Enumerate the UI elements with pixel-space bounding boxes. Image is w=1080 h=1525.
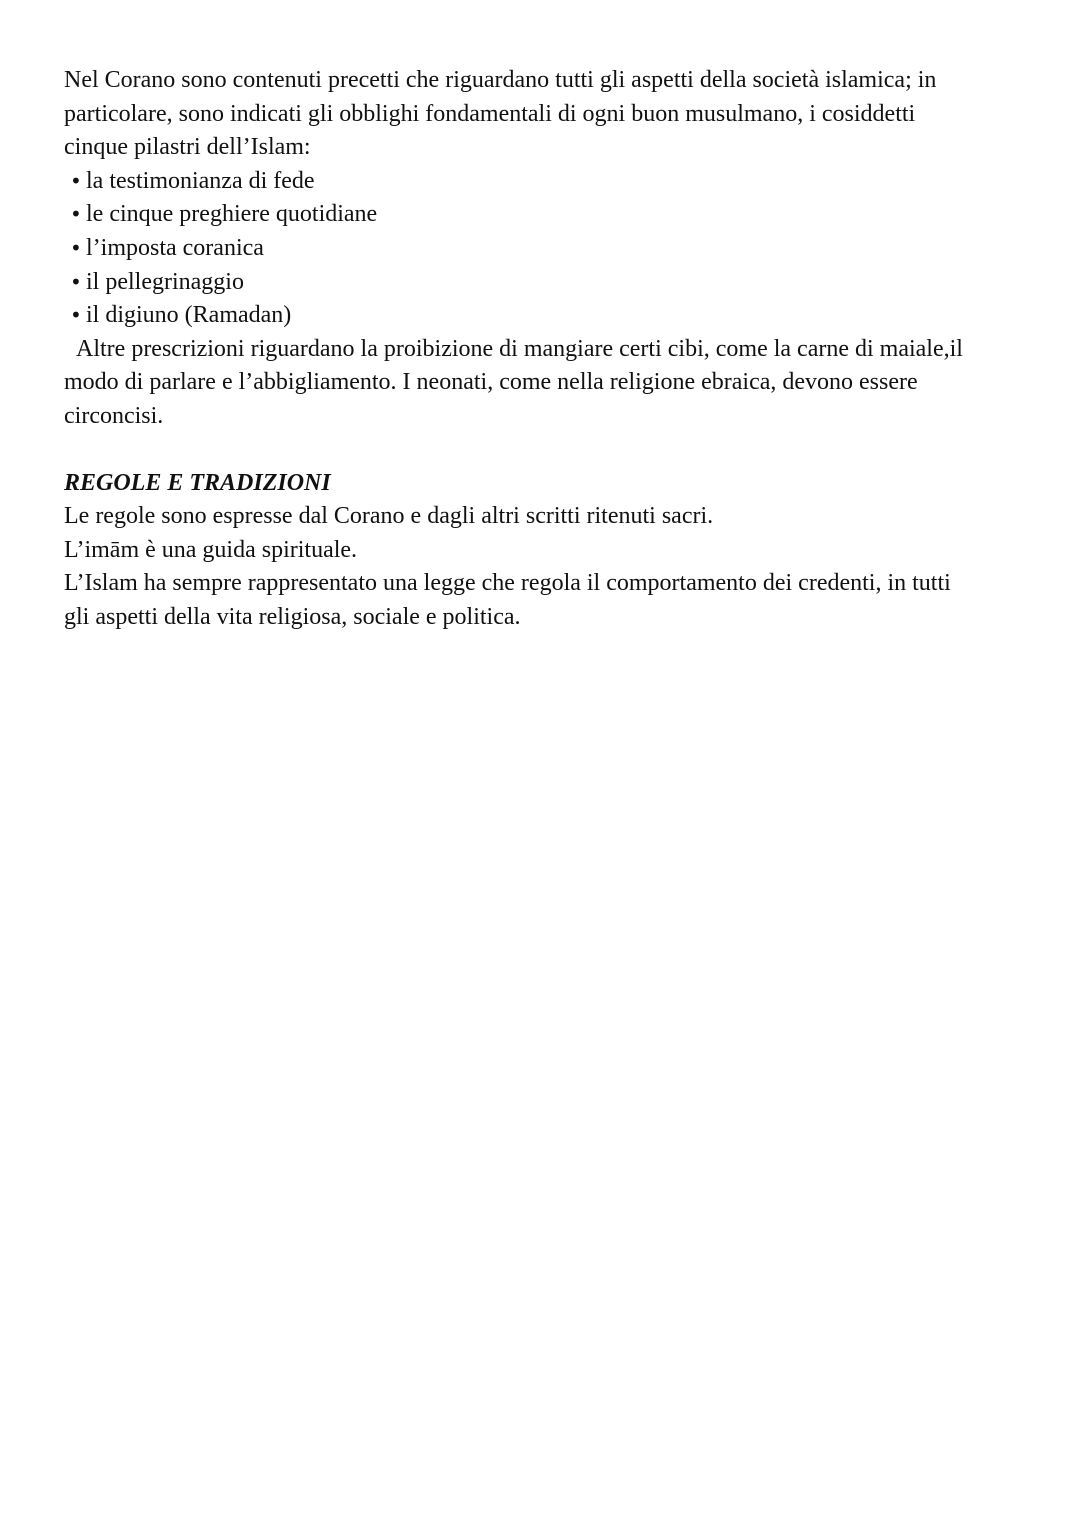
bullet-icon: • (70, 235, 82, 260)
bullet-icon: • (70, 168, 82, 193)
rules-line: gli aspetti della vita religiosa, sociale e politica. (64, 603, 521, 630)
rules-line: L’imām è una guida spirituale. (64, 536, 358, 563)
list-item-text: la testimonianza di fede (86, 167, 315, 194)
list-item (70, 299, 1024, 333)
section-spacer (64, 434, 1024, 467)
bullet-icon: • (70, 269, 82, 294)
rules-section (64, 467, 1024, 635)
section-heading: REGOLE E TRADIZIONI (64, 469, 331, 496)
list-item-text: le cinque preghiere quotidiane (86, 201, 378, 228)
intro-line: cinque pilastri dell’Islam: (64, 134, 311, 161)
prescriptions-line: Altre prescrizioni riguardano la proibizione di mangiare certi cibi, come la carne di maiale,il (76, 335, 963, 362)
list-item (70, 165, 1024, 199)
prescriptions-line: circoncisi. (64, 402, 164, 429)
pillars-list (64, 165, 1024, 333)
bullet-icon: • (70, 303, 82, 328)
rules-line: Le regole sono espresse dal Corano e dagli altri scritti ritenuti sacri. (64, 503, 714, 530)
list-item (70, 266, 1024, 300)
rules-line: L’Islam ha sempre rappresentato una legge che regola il comportamento dei credenti, in tutti (64, 570, 951, 597)
list-item-text: il digiuno (Ramadan) (86, 302, 292, 329)
intro-line: particolare, sono indicati gli obblighi fondamentali di ogni buon musulmano, i cosiddetti (64, 100, 916, 127)
list-item (70, 198, 1024, 232)
intro-line: Nel Corano sono contenuti precetti che riguardano tutti gli aspetti della società islamica; in (64, 67, 937, 93)
intro-paragraph (64, 64, 1024, 165)
prescriptions-paragraph (64, 333, 1024, 434)
list-item-text: l’imposta coranica (86, 234, 264, 261)
prescriptions-line: modo di parlare e l’abbigliamento. I neonati, come nella religione ebraica, devono essere (64, 369, 918, 396)
document-body (64, 64, 1024, 635)
list-item (70, 232, 1024, 266)
list-item-text: il pellegrinaggio (86, 268, 244, 295)
bullet-icon: • (70, 202, 82, 227)
